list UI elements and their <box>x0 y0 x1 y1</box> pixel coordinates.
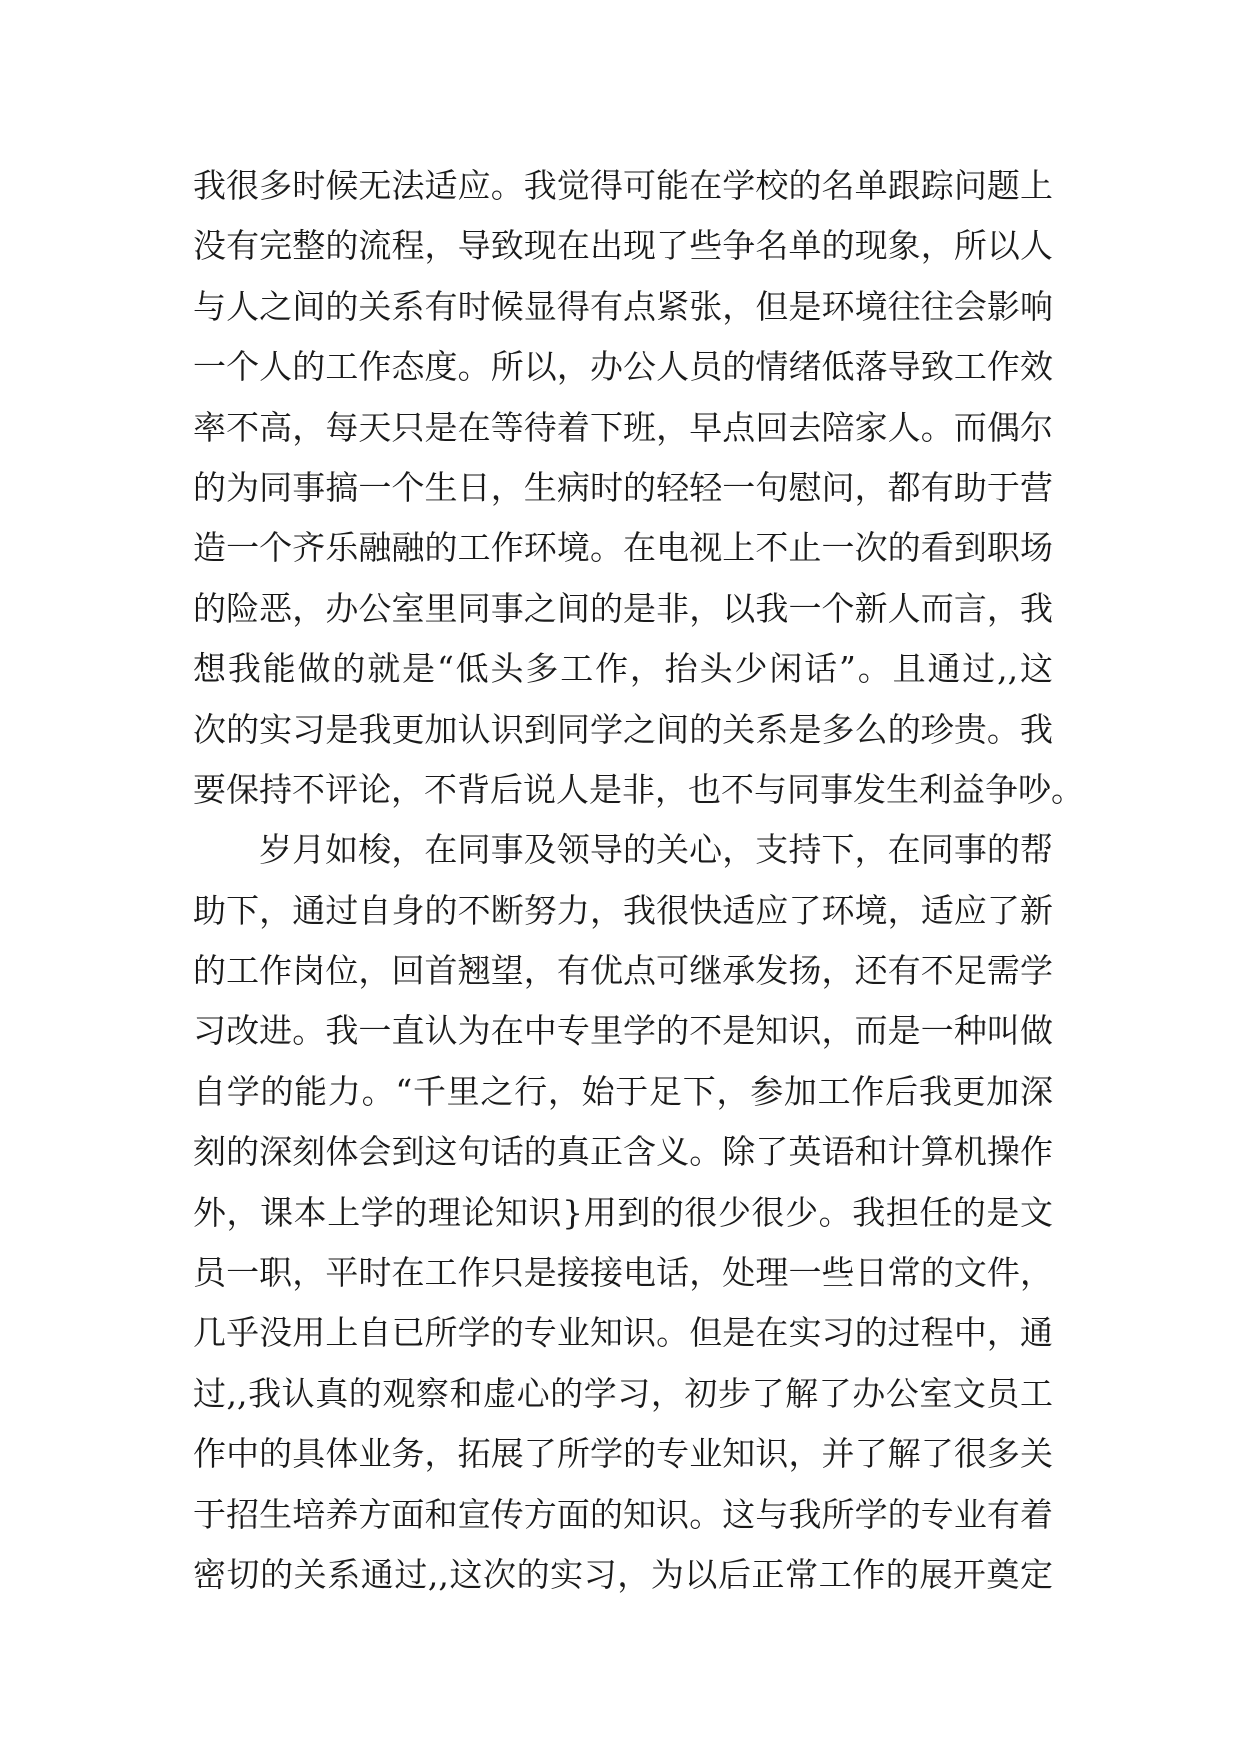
text-line: 密切的关系通过,,这次的实习，为以后正常工作的展开奠定 <box>193 1554 1053 1594</box>
text-line: 习改进。我一直认为在中专里学的不是知识，而是一种叫做 <box>193 1011 1053 1051</box>
text-line: 次的实习是我更加认识到同学之间的关系是多么的珍贵。我 <box>193 709 1053 749</box>
text-line: 过,,我认真的观察和虚心的学习，初步了解了办公室文员工 <box>193 1373 1053 1413</box>
text-line: 自学的能力。“千里之行，始于足下，参加工作后我更加深 <box>193 1071 1053 1111</box>
text-line: 的险恶，办公室里同事之间的是非，以我一个新人而言，我 <box>193 588 1053 628</box>
paragraph-start-line: 岁月如梭，在同事及领导的关心，支持下，在同事的帮 <box>259 830 1053 870</box>
paragraph-end-line: 要保持不评论，不背后说人是非，也不与同事发生利益争吵。 <box>193 769 1084 809</box>
text-line: 于招生培养方面和宣传方面的知识。这与我所学的专业有着 <box>193 1494 1053 1534</box>
text-line: 率不高，每天只是在等待着下班，早点回去陪家人。而偶尔 <box>193 407 1053 447</box>
text-line: 几乎没用上自已所学的专业知识。但是在实习的过程中，通 <box>193 1313 1053 1353</box>
text-line: 我很多时候无法适应。我觉得可能在学校的名单跟踪问题上 <box>193 166 1053 205</box>
text-line: 造一个齐乐融融的工作环境。在电视上不止一次的看到职场 <box>193 528 1053 568</box>
text-line: 员一职，平时在工作只是接接电话，处理一些日常的文件， <box>193 1253 1053 1293</box>
text-line: 一个人的工作态度。所以，办公人员的情绪低落导致工作效 <box>193 347 1053 387</box>
text-line: 的工作岗位，回首翘望，有优点可继承发扬，还有不足需学 <box>193 951 1053 991</box>
text-line: 刻的深刻体会到这句话的真正含义。除了英语和计算机操作 <box>193 1132 1053 1172</box>
body-text <box>193 156 1084 1605</box>
text-line: 与人之间的关系有时候显得有点紧张，但是环境往往会影响 <box>193 286 1053 326</box>
text-line: 没有完整的流程，导致现在出现了些争名单的现象，所以人 <box>193 226 1053 266</box>
text-line: 助下，通过自身的不断努力，我很快适应了环境，适应了新 <box>193 890 1053 930</box>
text-line: 想我能做的就是“低头多工作，抬头少闲话”。且通过,,这 <box>193 649 1053 689</box>
text-line: 作中的具体业务，拓展了所学的专业知识，并了解了很多关 <box>193 1434 1053 1474</box>
text-line: 的为同事搞一个生日，生病时的轻轻一句慰问，都有助于营 <box>193 467 1053 507</box>
text-line: 外，课本上学的理论知识}用到的很少很少。我担任的是文 <box>193 1192 1053 1232</box>
